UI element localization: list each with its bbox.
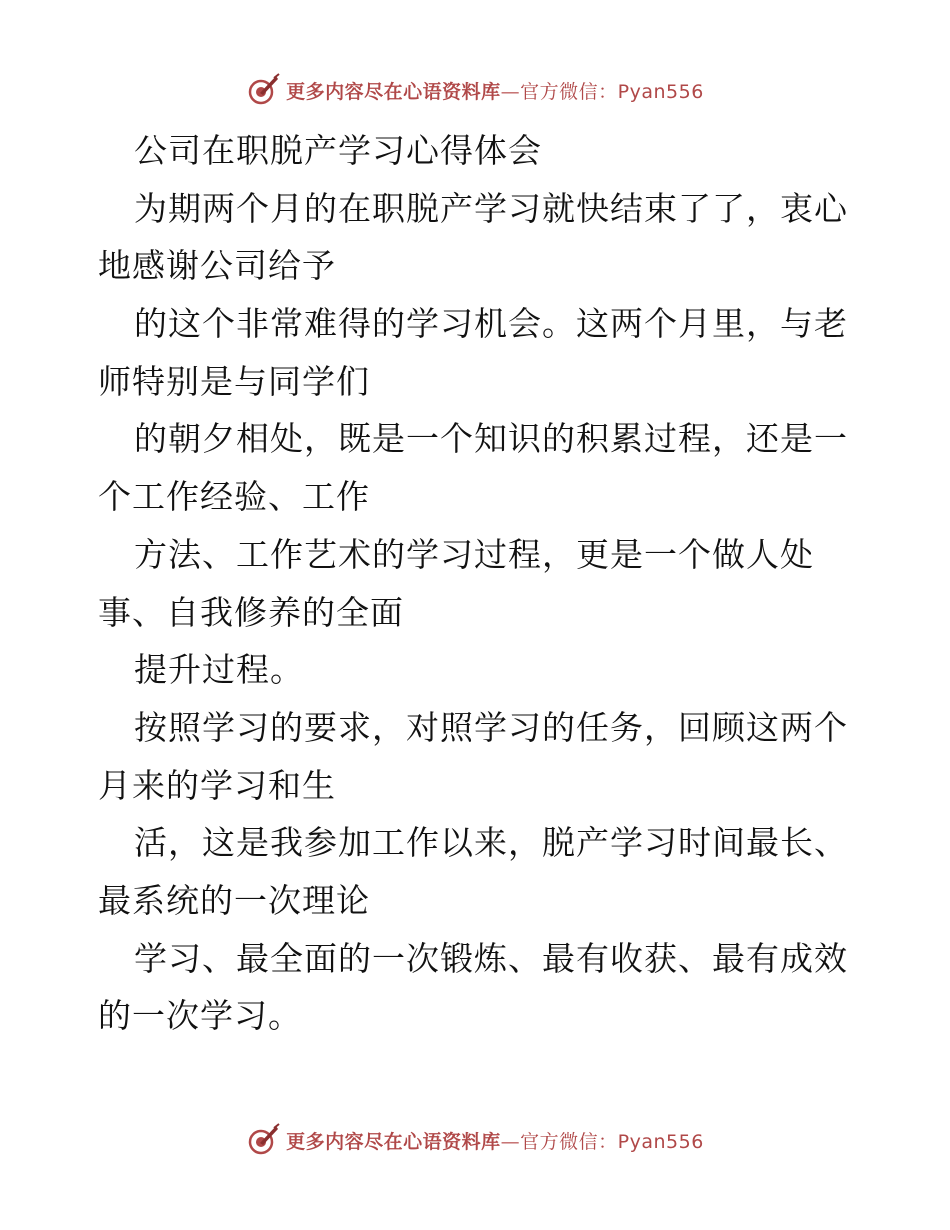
text-line: 最系统的一次理论 <box>98 880 370 920</box>
text-line: 个工作经验、工作 <box>98 477 370 517</box>
text-line: 地感谢公司给予 <box>98 246 336 286</box>
text-line: 事、自我修养的全面 <box>98 592 404 632</box>
banner-contact-text: 官方微信：Pyan556 <box>520 1130 704 1153</box>
text-line: 学习、最全面的一次锻炼、最有收获、最有成效 <box>134 938 848 978</box>
document-title: 公司在职脱产学习心得体会 <box>134 131 542 170</box>
text-line: 的一次学习。 <box>98 996 302 1036</box>
banner-separator: — <box>500 1130 521 1153</box>
text-line: 方法、工作艺术的学习过程，更是一个做人处 <box>134 534 814 574</box>
quill-seal-icon <box>246 1123 280 1157</box>
document-body <box>98 122 858 1045</box>
banner-label <box>286 77 704 104</box>
text-line: 按照学习的要求，对照学习的任务，回顾这两个 <box>134 707 848 747</box>
banner-contact-text: 官方微信：Pyan556 <box>520 80 704 103</box>
header-banner <box>0 70 950 110</box>
text-line: 为期两个月的在职脱产学习就快结束了了，衷心 <box>134 188 848 228</box>
banner-site-text: 更多内容尽在心语资料库 <box>286 1130 501 1153</box>
banner-label <box>286 1127 704 1154</box>
text-line: 师特别是与同学们 <box>98 361 370 401</box>
banner-separator: — <box>500 80 521 103</box>
footer-banner <box>0 1120 950 1160</box>
banner-site-text: 更多内容尽在心语资料库 <box>286 80 501 103</box>
text-line: 活，这是我参加工作以来，脱产学习时间最长、 <box>134 823 848 863</box>
text-line: 的这个非常难得的学习机会。这两个月里，与老 <box>134 304 848 344</box>
text-line: 月来的学习和生 <box>98 765 336 805</box>
text-line: 的朝夕相处，既是一个知识的积累过程，还是一 <box>134 419 848 459</box>
quill-seal-icon <box>246 73 280 107</box>
text-line: 提升过程。 <box>134 650 304 690</box>
